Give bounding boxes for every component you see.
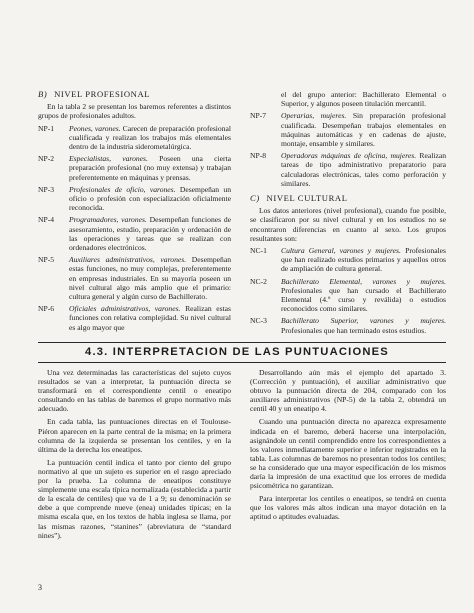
section-divider-top (38, 342, 446, 343)
nc-item (250, 277, 446, 314)
nc-text: Profesionales que han terminado estos estudios. (281, 325, 427, 335)
np-item (250, 111, 446, 148)
np-text: Desempeñan estas funciones, no muy complejas, preferentemente en empresas industriales. En su mayoría poseen un nivel cultural algo más amplio que el primario: cultura general y algún curso de Bachillerato. (69, 255, 231, 302)
nc-item (250, 316, 446, 334)
nc-title: Bachillerato Superior, varones y mujeres. (281, 316, 446, 326)
nc-item (250, 246, 446, 274)
section-title: 4.3. INTERPRETACION DE LAS PUNTUACIONES (85, 346, 389, 358)
nc-code: NC-1 (250, 246, 267, 256)
np-item (38, 185, 231, 213)
np-item (38, 154, 231, 182)
np-description (69, 185, 231, 213)
np-code: NP-1 (38, 123, 55, 133)
np-text: Realizan estas funciones con relativa complejidad. Su nivel cultural es algo mayor que (69, 304, 231, 332)
np-code: NP-5 (38, 255, 55, 265)
nc-code: NC-2 (250, 276, 267, 286)
np-6-continuation: el del grupo anterior: Bachillerato Elemental o Superior, y algunos poseen titulación mercantil. (281, 90, 446, 109)
right-column-bottom (250, 368, 446, 526)
np-item (38, 304, 231, 332)
paragraph: Una vez determinadas las características del sujeto cuyos resultados se van a interpretar, la puntuación directa se transformará en el correspondiente centil o eneatipo consultando en las tablas de baremos el grupo normativo más adecuado. (38, 368, 231, 414)
section-c-letter: C) (250, 193, 260, 204)
nc-title: Bachillerato Elemental, varones y mujeres. (281, 276, 446, 286)
paragraph: En cada tabla, las puntuaciones directas en el Toulouse-Piéron aparecen en la parte central de la misma; en la primera columna de la izquierda se presentan los centiles, y en la última de la derecha los eneatipos. (38, 417, 231, 454)
nc-text: Profesionales que han cursado el Bachillerato Elemental (4.º curso y reválida) o estudios reconocidos como similares. (281, 285, 446, 314)
left-column-bottom (38, 368, 231, 544)
np-description (281, 151, 446, 188)
section-b-intro: En la tabla 2 se presentan los baremos referentes a distintos grupos de profesionales adultos. (38, 102, 231, 121)
np-text: Desempeñan un oficio o profesión con especialización oficialmente reconocida. (69, 184, 231, 213)
np-item (38, 124, 231, 152)
nc-title: Cultura General, varones y mujeres. (281, 246, 401, 256)
np-title: Auxiliares administrativos, varones. (69, 255, 187, 265)
np-text: Realizan tareas de tipo administrativo preparatorio para calculadoras electrónicas, tales como perforación y similares. (281, 151, 446, 188)
np-code: NP-6 (38, 304, 55, 314)
np-description (281, 111, 446, 148)
np-text: Carecen de preparación profesional cualificada y realizan los trabajos más elementales dentro de la industria siderometalúrgica. (69, 123, 231, 152)
paragraph: Cuando una puntuación directa no aparezca expresamente indicada en el baremo, deberá hacerse una interpolación, asignándole un centil comprendido entre los correspondientes a los valores inmediatamente superior e inferior registrados en la tabla. Las columnas de baremos no presentan todos los centiles; se ha considerado que una mayor especificación de los mismos daría la impresión de una exactitud que los errores de medida psicométrica no garantizan. (250, 417, 446, 491)
paragraph: La puntuación centil indica el tanto por ciento del grupo normativo al que un sujeto es superior en el rasgo apreciado por la prueba. La columna de eneatipos constituye simplemente una escala típica normalizada (establecida a partir de la escala de centiles) que va de 1 a 9; su denominación se debe a que comprende nueve (enea) unidades típicas; en la misma escala que, en los textos de habla inglesa se llama, por las mismas razones, “stanines” (abreviatura de “standard nines”). (38, 457, 231, 540)
np-title: Operadoras máquinas de oficina, mujeres. (281, 151, 417, 161)
np-code: NP-7 (250, 111, 267, 121)
np-item (38, 215, 231, 252)
section-b-heading (38, 90, 231, 99)
np-title: Oficiales administrativos, varones. (69, 304, 181, 314)
section-c-heading (250, 194, 446, 203)
np-title: Programadores, varones. (69, 215, 147, 225)
section-c-intro: Los datos anteriores (nivel profesional), cuando fue posible, se clasificaron por su nivel cultural y en los estudios no se encontraron diferencias en cuanto al sexo. Los grupos resultantes son: (250, 206, 446, 243)
section-c-title: NIVEL CULTURAL (266, 193, 348, 204)
np-title: Peones, varones. (69, 123, 121, 133)
page-number: 3 (38, 583, 42, 592)
nc-description (281, 316, 446, 334)
np-description (69, 154, 231, 182)
nc-code: NC-3 (250, 316, 267, 326)
left-column-top (38, 90, 231, 335)
nc-text: Profesionales que han realizado estudios primarios y aquellos otros de ampliación de cultura general. (281, 246, 447, 274)
np-description (69, 255, 231, 301)
nc-description (281, 277, 446, 314)
section-divider-bottom (38, 362, 446, 363)
np-title: Especialistas, varones. (69, 154, 148, 164)
np-code: NP-2 (38, 154, 55, 164)
section-b-letter: B) (38, 89, 48, 99)
np-item (38, 255, 231, 301)
right-column-top (250, 90, 446, 338)
np-text: Desempeñan funciones de asesoramiento, estudio, preparación y ordenación de las operaciones y tareas que se realizan con ordenadores electrónicos. (69, 215, 231, 253)
np-text: Poseen una cierta preparación profesional (no muy extensa) y trabajan preferentemente en máquinas y prensas. (69, 154, 231, 182)
section-b-title: NIVEL PROFESIONAL (54, 89, 151, 99)
paragraph: Desarrollando aún más el ejemplo del apartado 3. (Corrección y puntuación), el auxiliar administrativo que obtuvo la puntuación directa de 204, comparado con los auxiliares administrativos (NP-5) de la tabla 2, obtendrá un centil 40 y un eneatipo 4. (250, 368, 446, 414)
np-description (69, 124, 231, 152)
np-text: Sin preparación profesional cualificada. Desempeñan trabajos elementales en máquinas automáticas y en cadenas de ajuste, montaje, ensamble y similares. (281, 111, 446, 149)
np-code: NP-4 (38, 215, 55, 225)
np-description (69, 304, 231, 332)
np-code: NP-3 (38, 184, 55, 194)
nc-description (281, 246, 446, 274)
paragraph: Para interpretar los centiles o eneatipos, se tendrá en cuenta que los valores más altos indican una mayor dotación en la aptitud o aptitudes evaluadas. (250, 494, 446, 522)
np-description (69, 215, 231, 252)
np-item (250, 151, 446, 188)
np-title: Profesionales de oficio, varones. (69, 184, 176, 194)
np-title: Operarias, mujeres. (281, 111, 347, 121)
np-code: NP-8 (250, 151, 267, 161)
